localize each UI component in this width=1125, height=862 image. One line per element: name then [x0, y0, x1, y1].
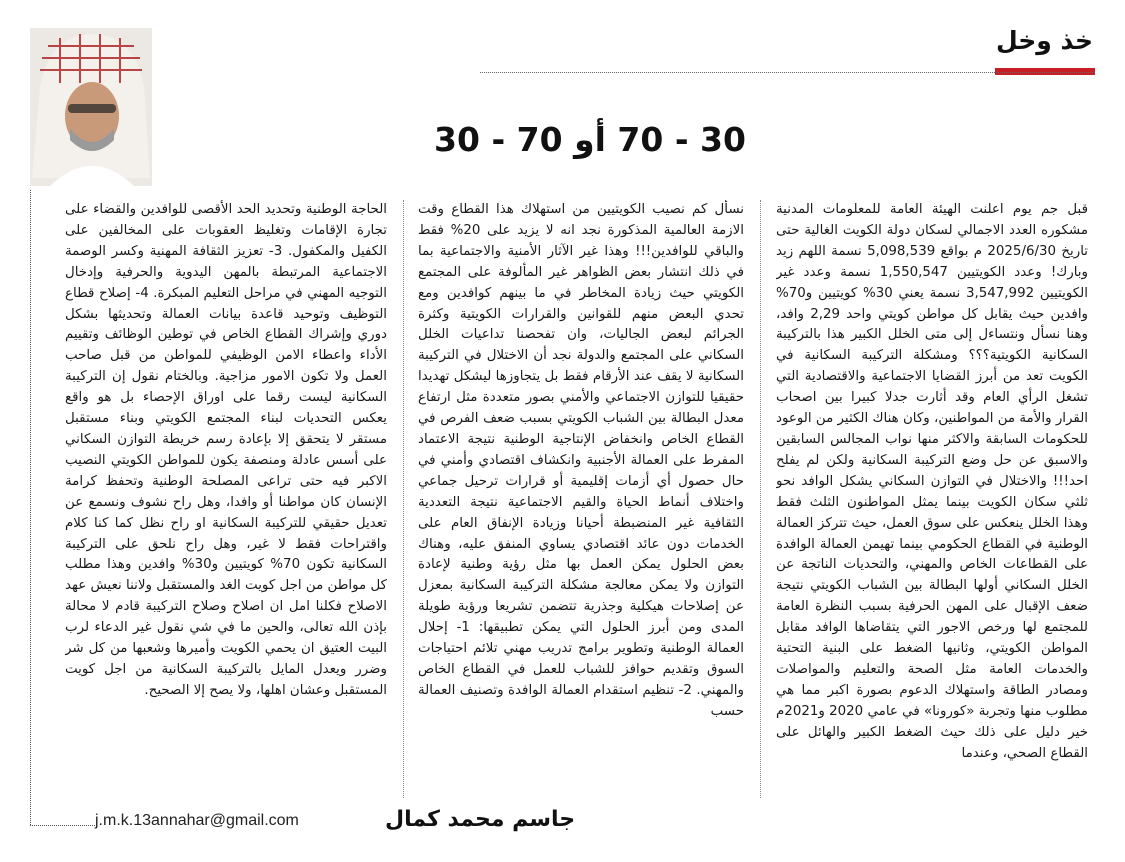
author-portrait-image [30, 28, 152, 186]
author-signature: جاسم محمد كمال [385, 807, 576, 832]
frame-left-border [30, 190, 31, 825]
article-column-1 [776, 200, 1088, 800]
column-divider [760, 200, 761, 798]
article-column-1-text: قبل جم يوم اعلنت الهيئة العامة للمعلومات المدنية مشكوره العدد الاجمالي لسكان دولة الكويت الغالية حتى تاريخ 2025/6/30 م بواقع 5,098,539 نسمة اللهم زيد وبارك! وعدد الكويتيين 1,550,547 نسمة وعدد غير الكويتيين 3,547,992 نسمة يعني 30% كويتيين و70% وافدين حيث يقابل كل مواطن كويتي واحد 2,29 وافد، وهنا نسأل ونتساءل إلى متى الخلل الكبير هذا بالتركيبة السكانية الكويتية؟؟؟ ومشكلة التركيبة السكانية في الكويت تعد من أبرز القضايا الاجتماعية والاقتصادية التي تشغل الرأي العام وقد أثارت جدلا كبيرا بين اصحاب القرار والأمة من المواطنين، وكان هناك الكثير من الوعود للحكومات السابقة والاكثر منها نواب المجالس السابقين والاسبق عن حل وضع التركيبة السكانية ولكن لم يفلح احد!!! والاختلال في التوازن السكاني يشكل الوافد نحو ثلثي سكان الكويت بينما يمثل المواطنون الثلث فقط وهذا الخلل ينعكس على سوق العمل، حيث تتركز العمالة الوطنية في القطاع الحكومي بينما تهيمن العمالة الوافدة على القطاعات الخاص والمهني، والتحديات الناتجة عن الخلل السكاني أولها البطالة بين الشباب الكويتي نتيجة ضعف الإقبال على المهن الحرفية بسبب النظرة العامة للمجتمع لها ورخص الاجور التي يتقاضاها الوافد مقابل المواطن الكويتي، وثانيها الضغط على البنية التحتية والخدمات العامة مثل الصحة والتعليم والمواصلات ومصادر الطاقة واستهلاك الدعوم بصورة اكبر مما هي مطلوب منها وتجربة «كورونا» في عامي 2020 و2021م خير دليل على ذلك حيث الضغط الكبير والهائل على القطاع الصحي، وعندما [776, 202, 1088, 761]
article-column-3-text: الحاجة الوطنية وتحديد الحد الأقصى للوافدين والقضاء على تجارة الإقامات وتغليظ العقوبات على المخالفين على الكفيل والمكفول. 3- تعزيز الثقافة المهنية وكسر الوصمة الاجتماعية المرتبطة بالمهن اليدوية والحرفية وإدخال التوجيه المهني في مراحل التعليم المبكرة. 4- إصلاح قطاع التوظيف وتوحيد قاعدة بيانات العمالة وتحديثها بشكل دوري وإشراك القطاع الخاص في توطين الوظائف وتقييم الأداء واعطاء الامن الوظيفي للمواطن من قبل صاحب العمل ولا تكون الامور مزاجية. وبالختام نقول إن التركيبة السكانية ليست رقما على اوراق الإحصاء بل هو واقع يعكس التحديات لبناء المجتمع الكويتي وبناء مستقبل مستقر لا يتحقق إلا بإعادة رسم خريطة التوازن السكاني على أسس عادلة ومنصفة يكون للمواطن الكويتي النصيب الاكبر فيه حتى تراعى المصلحة الوطنية وتحفظ كرامة الإنسان كان مواطنا أو وافدا، وهل راح نشوف ونسمع عن تعديل حقيقي للتركيبة السكانية او راح نظل كما كنا كلام واقتراحات فقط لا غير، وهل راح نلحق على التركيبة السكانية تكون 70% كويتيين و30% وافدين وهذا مطلب كل مواطن من اجل كويت الغد والمستقبل ولاننا نعيش عهد الاصلاح فكلنا امل ان اصلاح وصلاح التركيبة قادم لا محالة بإذن الله تعالى، والحين ما في شي نقول غير الدعاء لرب البيت العتيق ان يحمي الكويت وأميرها وشعبها من كل شر وضرر ويعدل المايل بالتركيبة السكانية من اجل كويت المستقبل وعشان اهلها، ولا يصح إلا الصحيح. [65, 202, 387, 698]
article-headline: 30 - 70 أو 70 - 30 [434, 120, 746, 159]
article-column-2-text: نسأل كم نصيب الكويتيين من استهلاك هذا القطاع وقت الازمة العالمية المذكورة نجد انه لا يزيد على 20% فقط والباقي للوافدين!!! وهذا غير الآثار الأمنية والاجتماعية بما في ذلك انتشار بعض الظواهر غير المألوفة على المجتمع الكويتي حيث زيادة المخاطر في ما بينهم كوافدين ومع تحدي البعض منهم للقوانين والقرارات الكويتية وكثرة الجرائم لبعض الجاليات، وان تفحصنا تداعيات الخلل السكاني على المجتمع والدولة نجد أن الاختلال في التركيبة السكانية لا يقف عند الأرقام فقط بل يتجاوزها ليشكل تهديدا حقيقيا للتوازن الاجتماعي والأمني بصور متعددة مثل ارتفاع معدل البطالة بين الشباب الكويتي بسبب ضعف الفرص في القطاع الخاص وانخفاض الإنتاجية الوطنية نتيجة الاعتماد المفرط على العمالة الأجنبية وانكشاف اقتصادي وأمني في حال حصول أي أزمات إقليمية أو قرارات ترحيل جماعي واختلاف أنماط الحياة والقيم الاجتماعية نتيجة التعددية الثقافية غير المنضبطة أحيانا وزيادة الإنفاق العام على الخدمات دون عائد اقتصادي يساوي المنفق عليه، وهناك بعض الحلول يمكن العمل بها مثل رؤية وطنية لإعادة التوازن ولا يمكن معالجة مشكلة التركيبة السكانية بمعزل عن إصلاحات هيكلية وجذرية تتضمن تشريعا ورؤية طويلة المدى ومن أبرز الحلول التي يمكن تطبيقها: 1- إحلال العمالة الوطنية وتطوير برامج تدريب مهني تلائم احتياجات السوق وتقديم حوافز للشباب للعمل في القطاع الخاص والمهني. 2- تنظيم استقدام العمالة الوافدة وتصنيف العمالة حسب [418, 202, 744, 719]
frame-bottom-border [30, 825, 95, 826]
author-photo [30, 28, 152, 186]
article-column-2 [418, 200, 744, 800]
column-name: خذ وخل [995, 26, 1093, 55]
author-email: j.m.k.13annahar@gmail.com [95, 812, 299, 829]
article-column-3 [65, 200, 387, 800]
header-dotted-rule [480, 72, 1095, 73]
column-divider [403, 200, 404, 798]
